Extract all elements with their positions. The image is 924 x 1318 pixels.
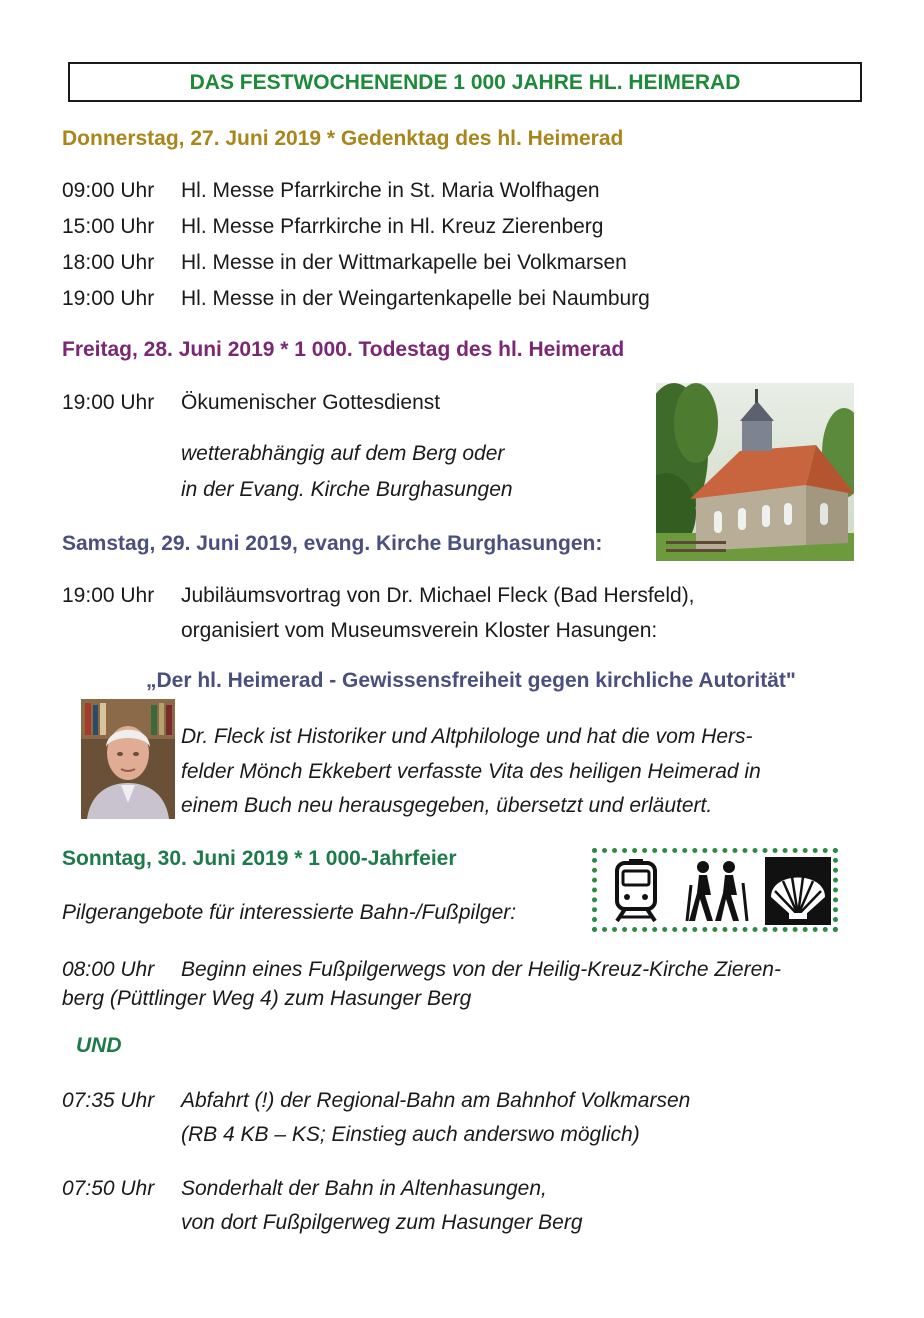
event-text: Sonderhalt der Bahn in Altenhasungen, <box>181 1177 547 1200</box>
sunday-heading: Sonntag, 30. Juni 2019 * 1 000-Jahrfeier <box>62 847 457 870</box>
event-time: 19:00 Uhr <box>62 391 155 414</box>
bio-line: felder Mönch Ekkebert verfasste Vita des heiligen Heimerad in <box>181 760 761 783</box>
title-box <box>68 62 862 102</box>
event-time: 08:00 Uhr <box>62 958 155 981</box>
event-row <box>62 1083 690 1118</box>
scallop-shell-icon <box>765 857 831 930</box>
thursday-heading: Donnerstag, 27. Juni 2019 * Gedenktag des hl. Heimerad <box>62 127 624 150</box>
event-time: 07:35 Uhr <box>62 1089 155 1112</box>
event-time: 19:00 Uhr <box>62 584 155 607</box>
event-time: 18:00 Uhr <box>62 251 155 274</box>
event-text: Hl. Messe in der Weingartenkapelle bei Naumburg <box>181 287 650 310</box>
event-text-continued: von dort Fußpilgerweg zum Hasunger Berg <box>181 1211 583 1234</box>
event-text: Hl. Messe Pfarrkirche in St. Maria Wolfhagen <box>181 179 600 202</box>
event-text: Jubiläumsvortrag von Dr. Michael Fleck (Bad Hersfeld), <box>181 584 695 607</box>
lecture-title: „Der hl. Heimerad - Gewissensfreiheit gegen kirchliche Autorität" <box>146 669 796 692</box>
event-text: Ökumenischer Gottesdienst <box>181 391 441 414</box>
train-icon <box>611 859 661 928</box>
pilgrim-icons-box <box>592 848 838 932</box>
event-text: Hl. Messe in der Wittmarkapelle bei Volkmarsen <box>181 251 627 274</box>
event-time: 09:00 Uhr <box>62 179 155 202</box>
event-time: 15:00 Uhr <box>62 215 155 238</box>
event-row <box>62 385 440 420</box>
event-text-continued: organisiert vom Museumsverein Kloster Hasungen: <box>181 619 658 642</box>
event-row <box>62 245 627 280</box>
und-label: UND <box>76 1034 122 1057</box>
event-row <box>62 281 650 316</box>
saturday-heading: Samstag, 29. Juni 2019, evang. Kirche Burghasungen: <box>62 532 603 555</box>
portrait-photo <box>81 699 175 819</box>
friday-heading: Freitag, 28. Juni 2019 * 1 000. Todestag des hl. Heimerad <box>62 338 625 361</box>
pilgrim-offer: Pilgerangebote für interessierte Bahn-/Fußpilger: <box>62 901 517 924</box>
event-row <box>62 578 695 613</box>
event-time: 07:50 Uhr <box>62 1177 155 1200</box>
hikers-icon <box>685 859 751 930</box>
bio-line: Dr. Fleck ist Historiker und Altphilologe und hat die vom Hers- <box>181 725 753 748</box>
event-text-continued: (RB 4 KB – KS; Einstieg auch anderswo möglich) <box>181 1123 640 1146</box>
event-row <box>62 209 603 244</box>
event-text: Beginn eines Fußpilgerwegs von der Heilig-Kreuz-Kirche Zieren- <box>181 958 781 981</box>
friday-note: in der Evang. Kirche Burghasungen <box>181 478 513 501</box>
bio-line: einem Buch neu herausgegeben, übersetzt und erläutert. <box>181 794 713 817</box>
event-row <box>62 173 600 208</box>
event-row <box>62 1171 547 1206</box>
church-photo <box>656 383 854 561</box>
event-text-continued: berg (Püttlinger Weg 4) zum Hasunger Berg <box>62 987 472 1010</box>
friday-note: wetterabhängig auf dem Berg oder <box>181 442 505 465</box>
page-title: DAS FESTWOCHENENDE 1 000 JAHRE HL. HEIMERAD <box>189 71 741 94</box>
event-time: 19:00 Uhr <box>62 287 155 310</box>
event-text: Abfahrt (!) der Regional-Bahn am Bahnhof Volkmarsen <box>181 1089 691 1112</box>
event-text: Hl. Messe Pfarrkirche in Hl. Kreuz Zierenberg <box>181 215 604 238</box>
